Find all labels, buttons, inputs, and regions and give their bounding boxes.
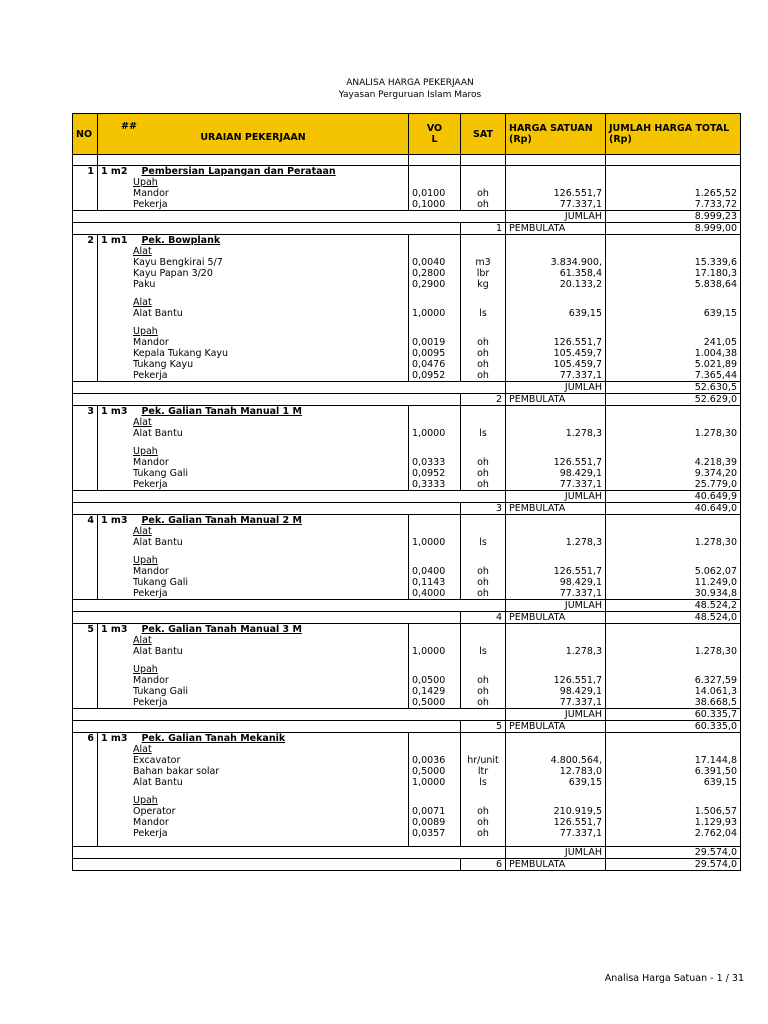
subtotal-value: 8.999,23: [606, 211, 741, 223]
rounded-label: PEMBULATA: [506, 223, 606, 235]
line-unit: ls: [461, 646, 506, 657]
subheading-row: [73, 635, 741, 646]
line-total: 17.144,8: [606, 755, 741, 766]
table-row: [73, 199, 741, 211]
page-footer: Analisa Harga Satuan - 1 / 31: [604, 973, 744, 984]
line-description: Alat Bantu: [98, 308, 409, 319]
line-description: Pekerja: [98, 697, 409, 709]
subheading-label: Alat: [133, 635, 152, 646]
table-row: [73, 817, 741, 828]
col-harga-header: HARGA SATUAN (Rp): [506, 114, 606, 155]
line-description: Tukang Gali: [98, 468, 409, 479]
item-quantity: 1 m3: [101, 624, 128, 635]
line-unit: oh: [461, 806, 506, 817]
subtotal-row: [73, 709, 741, 721]
table-row: [73, 766, 741, 777]
subheading-row: [73, 526, 741, 537]
line-unit-price: 105.459,7: [506, 348, 606, 359]
line-description: Alat Bantu: [98, 777, 409, 788]
line-description: Kepala Tukang Kayu: [98, 348, 409, 359]
line-description: Pekerja: [98, 370, 409, 382]
line-unit-price: 77.337,1: [506, 828, 606, 839]
subtotal-value: 60.335,7: [606, 709, 741, 721]
rounded-total-row: [73, 721, 741, 733]
item-name: Pek. Bowplank: [141, 235, 221, 246]
table-row: [73, 777, 741, 788]
line-unit-price: 77.337,1: [506, 697, 606, 709]
line-unit: kg: [461, 279, 506, 290]
line-description: Bahan bakar solar: [98, 766, 409, 777]
rounded-value: 8.999,00: [606, 223, 741, 235]
line-total: 7.733,72: [606, 199, 741, 211]
line-unit: oh: [461, 199, 506, 211]
col-uraian-header: ## URAIAN PEKERJAAN: [98, 114, 409, 155]
col-jumlah-header: JUMLAH HARGA TOTAL (Rp): [606, 114, 741, 155]
line-total: 5.838,64: [606, 279, 741, 290]
line-total: 639,15: [606, 777, 741, 788]
item-name: Pek. Galian Tanah Manual 1 M: [141, 406, 302, 417]
subheading-label: Alat: [133, 744, 152, 755]
line-unit: ls: [461, 308, 506, 319]
line-total: 5.062,07: [606, 566, 741, 577]
work-item-row: [73, 406, 741, 418]
subheading-label: Upah: [133, 555, 158, 566]
line-volume: 0,0952: [409, 468, 461, 479]
subtotal-value: 52.630,5: [606, 382, 741, 394]
subheading-row: [73, 555, 741, 566]
line-description: Excavator: [98, 755, 409, 766]
item-title: [98, 235, 409, 247]
subheading-row: [73, 177, 741, 188]
rounded-label: PEMBULATA: [506, 859, 606, 871]
subtotal-value: 48.524,2: [606, 600, 741, 612]
line-volume: 0,1429: [409, 686, 461, 697]
subheading-row: [73, 446, 741, 457]
subtotal-row: [73, 847, 741, 859]
table-header: [73, 114, 741, 155]
item-quantity: 1 m3: [101, 515, 128, 526]
line-volume: 0,0036: [409, 755, 461, 766]
table-row: [73, 268, 741, 279]
subtotal-label: JUMLAH: [506, 600, 606, 612]
spacer-row: [73, 290, 741, 297]
work-item-row: [73, 235, 741, 247]
line-volume: 0,5000: [409, 766, 461, 777]
line-description: Kayu Papan 3/20: [98, 268, 409, 279]
line-unit-price: 1.278,3: [506, 646, 606, 657]
line-unit-price: 98.429,1: [506, 577, 606, 588]
line-total: 30.934,8: [606, 588, 741, 600]
line-unit-price: 105.459,7: [506, 359, 606, 370]
item-title: [98, 624, 409, 636]
line-unit-price: 126.551,7: [506, 457, 606, 468]
col-sat-header: SAT: [461, 114, 506, 155]
col-vol-header: VO L: [409, 114, 461, 155]
line-description: Tukang Gali: [98, 686, 409, 697]
line-unit-price: 12.783,0: [506, 766, 606, 777]
line-volume: 1,0000: [409, 777, 461, 788]
line-total: 14.061,3: [606, 686, 741, 697]
line-unit-price: 126.551,7: [506, 566, 606, 577]
line-unit: ls: [461, 428, 506, 439]
line-description: Pekerja: [98, 199, 409, 211]
line-unit: oh: [461, 457, 506, 468]
subheading-row: [73, 246, 741, 257]
line-unit: oh: [461, 686, 506, 697]
line-unit: m3: [461, 257, 506, 268]
line-total: 38.668,5: [606, 697, 741, 709]
line-unit-price: 77.337,1: [506, 370, 606, 382]
line-unit-price: 77.337,1: [506, 479, 606, 491]
rounded-label: PEMBULATA: [506, 612, 606, 624]
work-item-row: [73, 166, 741, 178]
rounded-total-row: [73, 612, 741, 624]
item-name: Pek. Galian Tanah Mekanik: [141, 733, 286, 744]
table-row: [73, 359, 741, 370]
line-unit: oh: [461, 588, 506, 600]
subtotal-label: JUMLAH: [506, 382, 606, 394]
rounded-value: 52.629,0: [606, 394, 741, 406]
line-total: 1.506,57: [606, 806, 741, 817]
subtotal-row: [73, 211, 741, 223]
subtotal-row: [73, 600, 741, 612]
subheading-row: [73, 297, 741, 308]
line-volume: 1,0000: [409, 428, 461, 439]
table-row: [73, 428, 741, 439]
line-description: Pekerja: [98, 479, 409, 491]
line-description: Alat Bantu: [98, 646, 409, 657]
line-unit-price: 20.133,2: [506, 279, 606, 290]
line-unit-price: 98.429,1: [506, 686, 606, 697]
subheading-label: Alat: [133, 297, 152, 308]
rounded-label: PEMBULATA: [506, 721, 606, 733]
line-volume: 0,0095: [409, 348, 461, 359]
rounded-total-row: [73, 223, 741, 235]
line-total: 9.374,20: [606, 468, 741, 479]
line-volume: 0,5000: [409, 697, 461, 709]
line-volume: 1,0000: [409, 308, 461, 319]
line-unit: ls: [461, 537, 506, 548]
line-unit-price: 98.429,1: [506, 468, 606, 479]
subheading-row: [73, 326, 741, 337]
work-item-row: [73, 733, 741, 745]
rounded-index: 4: [461, 612, 506, 624]
table-row: [73, 479, 741, 491]
table-row: [73, 370, 741, 382]
subtotal-value: 40.649,9: [606, 491, 741, 503]
table-row: [73, 566, 741, 577]
line-unit: oh: [461, 188, 506, 199]
line-unit-price: 4.800.564,: [506, 755, 606, 766]
line-total: 241,05: [606, 337, 741, 348]
line-total: 7.365,44: [606, 370, 741, 382]
line-unit: oh: [461, 370, 506, 382]
line-total: 1.278,30: [606, 537, 741, 548]
line-unit: hr/unit: [461, 755, 506, 766]
rounded-index: 5: [461, 721, 506, 733]
item-name: Pek. Galian Tanah Manual 3 M: [141, 624, 302, 635]
line-description: Mandor: [98, 337, 409, 348]
table-row: [73, 697, 741, 709]
rounded-total-row: [73, 394, 741, 406]
line-unit-price: 639,15: [506, 777, 606, 788]
line-unit: ls: [461, 777, 506, 788]
line-description: Mandor: [98, 675, 409, 686]
table-row: [73, 675, 741, 686]
spacer-row: [73, 548, 741, 555]
line-volume: 1,0000: [409, 537, 461, 548]
col-no-header: NO: [73, 114, 98, 155]
line-description: Mandor: [98, 817, 409, 828]
table-row: [73, 257, 741, 268]
rounded-index: 2: [461, 394, 506, 406]
table-row: [73, 806, 741, 817]
subtotal-label: JUMLAH: [506, 211, 606, 223]
line-volume: 0,1143: [409, 577, 461, 588]
line-description: Pekerja: [98, 588, 409, 600]
rounded-total-row: [73, 503, 741, 515]
line-description: Tukang Kayu: [98, 359, 409, 370]
line-description: Alat Bantu: [98, 537, 409, 548]
line-volume: 0,2900: [409, 279, 461, 290]
line-unit: oh: [461, 675, 506, 686]
rounded-index: 6: [461, 859, 506, 871]
line-volume: 0,0357: [409, 828, 461, 839]
line-total: 2.762,04: [606, 828, 741, 839]
line-total: 25.779,0: [606, 479, 741, 491]
line-volume: 0,0952: [409, 370, 461, 382]
subtotal-value: 29.574,0: [606, 847, 741, 859]
analysis-table: [72, 113, 741, 871]
line-description: Alat Bantu: [98, 428, 409, 439]
item-quantity: 1 m2: [101, 166, 128, 177]
work-item-row: [73, 515, 741, 527]
rounded-label: PEMBULATA: [506, 503, 606, 515]
line-volume: 0,0400: [409, 566, 461, 577]
table-row: [73, 686, 741, 697]
line-description: Mandor: [98, 566, 409, 577]
table-row: [73, 457, 741, 468]
rounded-value: 29.574,0: [606, 859, 741, 871]
subheading-label: Alat: [133, 246, 152, 257]
subheading-label: Alat: [133, 526, 152, 537]
line-unit-price: 77.337,1: [506, 588, 606, 600]
item-number: 6: [73, 733, 98, 745]
spacer-row: [73, 439, 741, 446]
line-unit: oh: [461, 359, 506, 370]
subheading-label: Upah: [133, 446, 158, 457]
line-unit-price: 3.834.900,: [506, 257, 606, 268]
line-total: 1.278,30: [606, 646, 741, 657]
line-unit-price: 126.551,7: [506, 675, 606, 686]
line-total: 6.391,50: [606, 766, 741, 777]
table-row: [73, 188, 741, 199]
line-total: 4.218,39: [606, 457, 741, 468]
item-number: 5: [73, 624, 98, 636]
rounded-value: 60.335,0: [606, 721, 741, 733]
line-unit: oh: [461, 468, 506, 479]
spacer-row: [73, 839, 741, 847]
work-item-row: [73, 624, 741, 636]
line-unit: oh: [461, 348, 506, 359]
hash-marks: ##: [121, 121, 137, 132]
line-description: Tukang Gali: [98, 577, 409, 588]
item-title: [98, 733, 409, 745]
subtotal-row: [73, 382, 741, 394]
document-title: ANALISA HARGA PEKERJAAN: [346, 78, 474, 88]
line-unit: oh: [461, 828, 506, 839]
spacer-row: [73, 788, 741, 795]
item-title: [98, 515, 409, 527]
subtotal-row: [73, 491, 741, 503]
table-row: [73, 308, 741, 319]
line-volume: 0,0476: [409, 359, 461, 370]
line-description: Mandor: [98, 188, 409, 199]
line-volume: 0,0040: [409, 257, 461, 268]
line-total: 15.339,6: [606, 257, 741, 268]
line-total: 17.180,3: [606, 268, 741, 279]
subheading-row: [73, 744, 741, 755]
item-number: 1: [73, 166, 98, 178]
subheading-label: Upah: [133, 664, 158, 675]
table-row: [73, 279, 741, 290]
line-unit: oh: [461, 479, 506, 491]
line-unit: oh: [461, 337, 506, 348]
subheading-label: Upah: [133, 795, 158, 806]
subheading-row: [73, 795, 741, 806]
line-total: 5.021,89: [606, 359, 741, 370]
header-spacer-row: [73, 155, 741, 166]
line-volume: 1,0000: [409, 646, 461, 657]
line-volume: 0,3333: [409, 479, 461, 491]
line-total: 11.249,0: [606, 577, 741, 588]
item-name: Pek. Galian Tanah Manual 2 M: [141, 515, 302, 526]
subtotal-label: JUMLAH: [506, 709, 606, 721]
line-total: 1.129,93: [606, 817, 741, 828]
subheading-label: Upah: [133, 177, 158, 188]
line-volume: 0,0071: [409, 806, 461, 817]
rounded-value: 40.649,0: [606, 503, 741, 515]
line-unit-price: 126.551,7: [506, 188, 606, 199]
item-title: [98, 406, 409, 418]
item-number: 4: [73, 515, 98, 527]
document-subtitle: Yayasan Perguruan Islam Maros: [338, 90, 482, 100]
rounded-index: 1: [461, 223, 506, 235]
line-total: 1.265,52: [606, 188, 741, 199]
subtotal-label: JUMLAH: [506, 491, 606, 503]
line-description: Operator: [98, 806, 409, 817]
line-volume: 0,1000: [409, 199, 461, 211]
table-row: [73, 537, 741, 548]
line-unit: oh: [461, 697, 506, 709]
line-description: Pekerja: [98, 828, 409, 839]
subheading-label: Alat: [133, 417, 152, 428]
rounded-label: PEMBULATA: [506, 394, 606, 406]
line-unit-price: 1.278,3: [506, 537, 606, 548]
line-unit: oh: [461, 566, 506, 577]
line-unit-price: 126.551,7: [506, 337, 606, 348]
table-row: [73, 646, 741, 657]
table-row: [73, 337, 741, 348]
table-row: [73, 348, 741, 359]
subheading-row: [73, 664, 741, 675]
line-volume: 0,0019: [409, 337, 461, 348]
line-volume: 0,4000: [409, 588, 461, 600]
subheading-row: [73, 417, 741, 428]
table-row: [73, 588, 741, 600]
line-unit: ltr: [461, 766, 506, 777]
line-volume: 0,0100: [409, 188, 461, 199]
line-total: 639,15: [606, 308, 741, 319]
table-row: [73, 755, 741, 766]
line-total: 1.278,30: [606, 428, 741, 439]
line-unit-price: 639,15: [506, 308, 606, 319]
line-volume: 0,2800: [409, 268, 461, 279]
subtotal-label: JUMLAH: [506, 847, 606, 859]
line-unit-price: 77.337,1: [506, 199, 606, 211]
rounded-value: 48.524,0: [606, 612, 741, 624]
line-volume: 0,0333: [409, 457, 461, 468]
line-volume: 0,0500: [409, 675, 461, 686]
subheading-label: Upah: [133, 326, 158, 337]
item-quantity: 1 m1: [101, 235, 128, 246]
spacer-row: [73, 319, 741, 326]
rounded-index: 3: [461, 503, 506, 515]
line-description: Mandor: [98, 457, 409, 468]
rounded-total-row: [73, 859, 741, 871]
line-unit-price: 210.919,5: [506, 806, 606, 817]
line-total: 6.327,59: [606, 675, 741, 686]
item-number: 2: [73, 235, 98, 247]
table-row: [73, 468, 741, 479]
line-description: Kayu Bengkirai 5/7: [98, 257, 409, 268]
line-unit: oh: [461, 577, 506, 588]
line-unit-price: 1.278,3: [506, 428, 606, 439]
line-unit: lbr: [461, 268, 506, 279]
line-total: 1.004,38: [606, 348, 741, 359]
item-quantity: 1 m3: [101, 733, 128, 744]
line-unit-price: 61.358,4: [506, 268, 606, 279]
item-name: Pembersian Lapangan dan Perataan: [141, 166, 336, 177]
line-description: Paku: [98, 279, 409, 290]
item-quantity: 1 m3: [101, 406, 128, 417]
line-unit: oh: [461, 817, 506, 828]
table-row: [73, 577, 741, 588]
spacer-row: [73, 657, 741, 664]
item-title: [98, 166, 409, 178]
table-row: [73, 828, 741, 839]
line-unit-price: 126.551,7: [506, 817, 606, 828]
item-number: 3: [73, 406, 98, 418]
line-volume: 0,0089: [409, 817, 461, 828]
